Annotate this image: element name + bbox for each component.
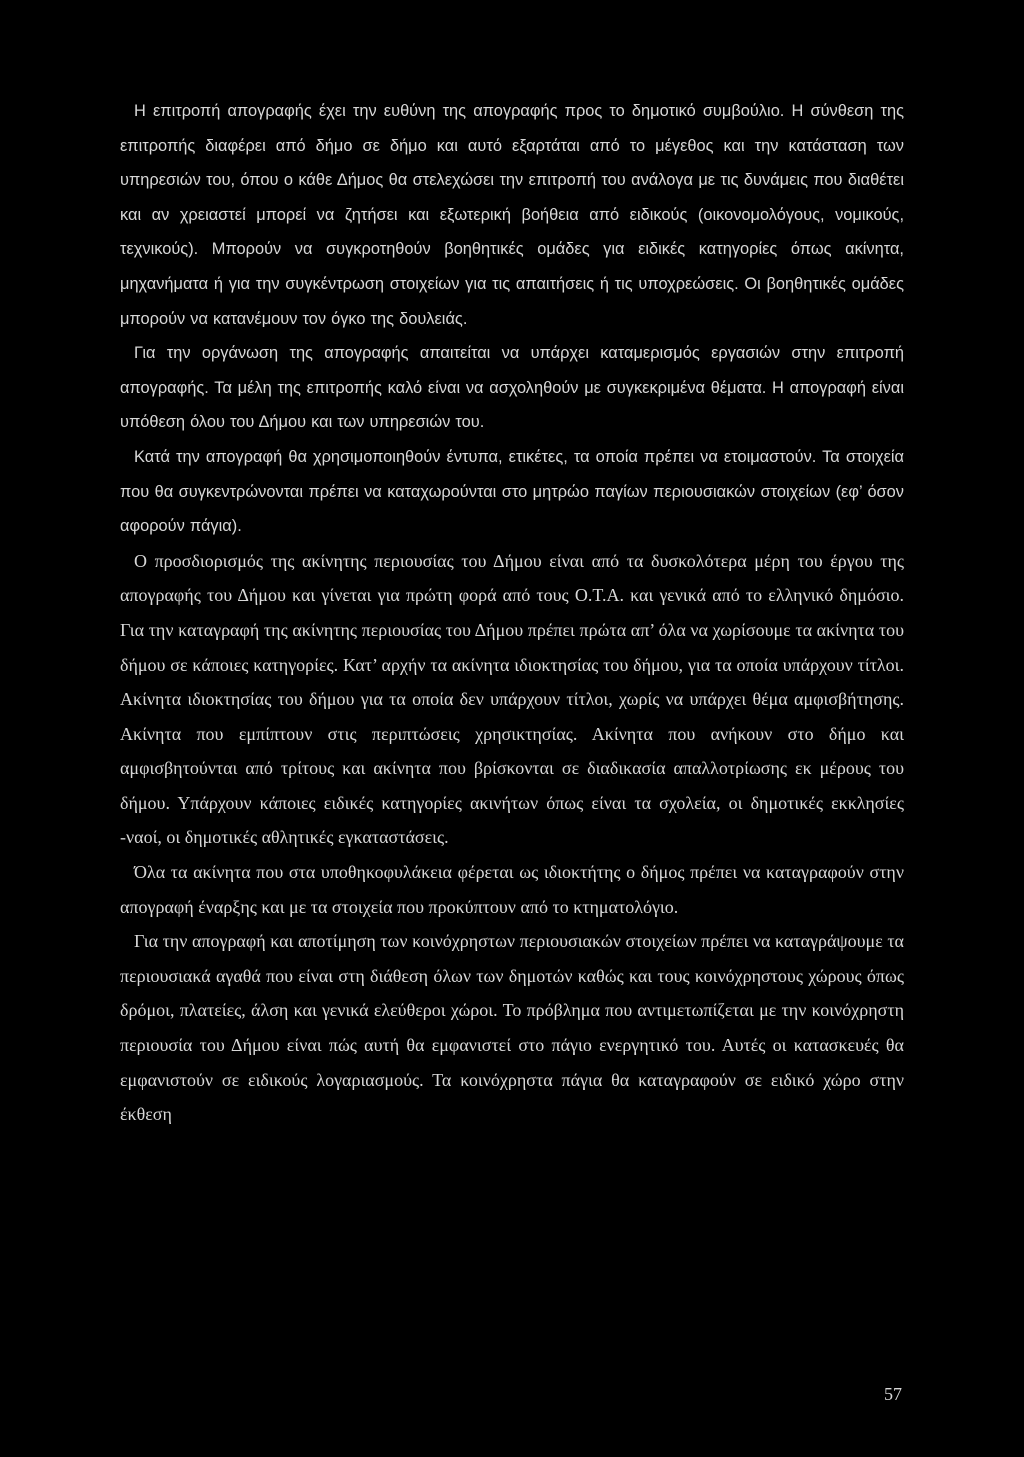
paragraph-common-property: Για την απογραφή και αποτίμηση των κοινόχρηστων περιουσιακών στοιχείων πρέπει να καταγράψουμε τα περιουσιακά αγαθά που είναι στη διάθεση όλων των δημοτών καθώς και τους κοινόχρηστους χώρους όπως δρόμοι, πλατείες, άλση και γενικά ελεύθεροι χώροι. Το πρόβλημα που αντιμετωπίζεται με την κοινόχρηστη περιουσία του Δήμου είναι πώς αυτή θα εμφανιστεί στο πάγιο ενεργητικό του. Αυτές οι κατασκευές θα εμφανιστούν σε ειδικούς λογαριασμούς. Τα κοινόχρηστα πάγια θα καταγραφούν σε ειδικό χώρο στην έκθεση — [120, 931, 904, 1125]
page-number: 57 — [884, 1384, 902, 1404]
paragraph-forms-labels: Κατά την απογραφή θα χρησιμοποιηθούν έντυπα, ετικέτες, τα οποία πρέπει να ετοιμαστούν. Τα στοιχεία που θα συγκεντρώνονται πρέπει να καταχωρούνται στο μητρώο παγίων περιουσιακών στοιχείων (εφ’ όσον αφορούν πάγια). — [120, 447, 904, 536]
body-text — [120, 94, 904, 1132]
paragraph-real-estate: Ο προσδιορισμός της ακίνητης περιουσίας του Δήμου είναι από τα δυσκολότερα μέρη του έργου της απογραφής του Δήμου και γίνεται για πρώτη φορά από τους Ο.Τ.Α. και γενικά από το ελληνικό δημόσιο. Για την καταγραφή της ακίνητης περιουσίας του Δήμου πρέπει πρώτα απ’ όλα να χωρίσουμε τα ακίνητα του δήμου σε κάποιες κατηγορίες. Κατ’ αρχήν τα ακίνητα ιδιοκτησίας του δήμου, για τα οποία υπάρχουν τίτλοι. Ακίνητα ιδιοκτησίας του δήμου για τα οποία δεν υπάρχουν τίτλοι, χωρίς να υπάρχει θέμα αμφισβήτησης. Ακίνητα που εμπίπτουν στις περιπτώσεις χρησικτησίας. Ακίνητα που ανήκουν στο δήμο και αμφισβητούνται από τρίτους και ακίνητα που βρίσκονται σε διαδικασία απαλλοτρίωσης εκ μέρους του δήμου. Υπάρχουν κάποιες ειδικές κατηγορίες ακινήτων όπως είναι τα σχολεία, οι δημοτικές εκκλησίες -ναοί, οι δημοτικές αθλητικές εγκαταστάσεις. — [120, 550, 904, 848]
paragraph-mortgage-registry: Όλα τα ακίνητα που στα υποθηκοφυλάκεια φέρεται ως ιδιοκτήτης ο δήμος πρέπει να καταγραφούν στην απογραφή έναρξης και με τα στοιχεία που προκύπτουν από το κτηματολόγιο. — [120, 862, 904, 917]
paragraph-inventory-committee: Η επιτροπή απογραφής έχει την ευθύνη της απογραφής προς το δημοτικό συμβούλιο. Η σύνθεση της επιτροπής διαφέρει από δήμο σε δήμο και αυτό εξαρτάται από το μέγεθος και την κατάσταση των υπηρεσιών του, όπου ο κάθε Δήμος θα στελεχώσει την επιτροπή του ανάλογα με τις δυνάμεις που διαθέτει και αν χρειαστεί μπορεί να ζητήσει και εξωτερική βοήθεια από ειδικούς (οικονομολόγους, νομικούς, τεχνικούς). Μπορούν να συγκροτηθούν βοηθητικές ομάδες για ειδικές κατηγορίες όπως ακίνητα, μηχανήματα ή για την συγκέντρωση στοιχείων για τις απαιτήσεις ή τις υποχρεώσεις. Οι βοηθητικές ομάδες μπορούν να κατανέμουν τον όγκο της δουλειάς. — [120, 102, 904, 328]
paragraph-inventory-organization: Για την οργάνωση της απογραφής απαιτείται να υπάρχει καταμερισμός εργασιών στην επιτροπή απογραφής. Τα μέλη της επιτροπής καλό είναι να ασχοληθούν με συγκεκριμένα θέματα. Η απογραφή είναι υπόθεση όλου του Δήμου και των υπηρεσιών του. — [120, 344, 904, 432]
